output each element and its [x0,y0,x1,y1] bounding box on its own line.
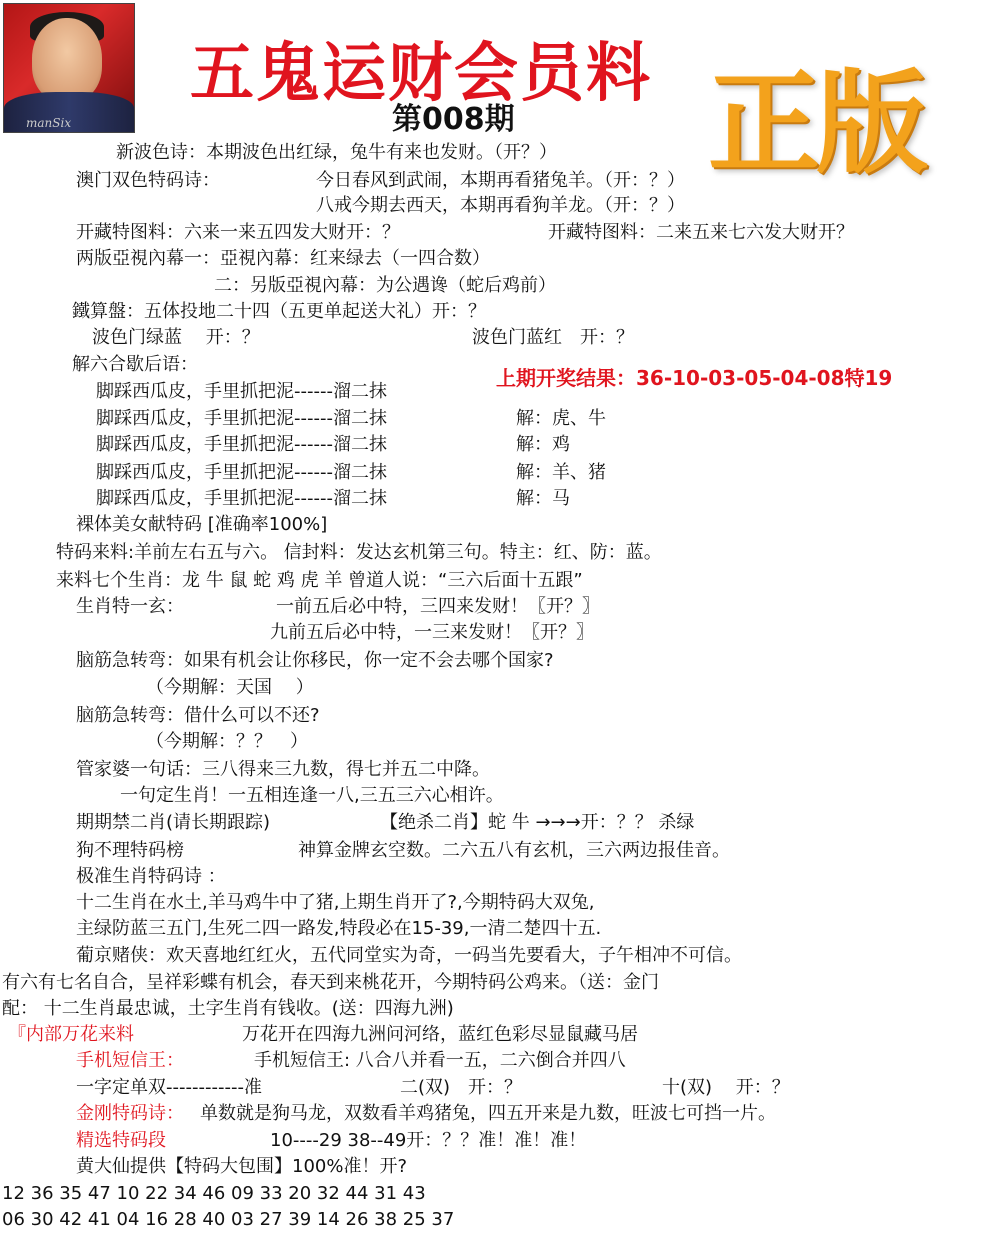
riddle-line: 脚踩西瓜皮，手里抓把泥------溜二抹 [96,462,387,483]
wave-gate-green-blue: 波色门绿蓝 开：？ [92,327,260,348]
housekeeper-line: 管家婆一句话：三八得来三九数，得七并五二中降。 [76,759,490,780]
zodiac-mystery-line1: 一前五后必中特，三四来发财！〖开？〗 [276,596,600,617]
riddle-answer: 解：虎、牛 [516,408,606,429]
riddle-line: 脚踩西瓜皮，手里抓把泥------溜二抹 [96,408,387,429]
brain-teaser-2-answer: （今期解：？？ ） [146,731,308,752]
authentic-stamp: 正版 [708,58,924,189]
atv-insider-2: 二：另版亞視內幕：为公遇谗（蛇后鸡前） [214,275,556,296]
number-list-2: 06 30 42 41 04 16 28 40 03 27 39 14 26 38 25 37 [2,1209,455,1230]
riddle-answer: 解：鸡 [516,434,570,455]
butterfly-line: 有六有七名自合，呈祥彩蝶有机会，春天到来桃花开，今期特码公鸡来。（送：金门 [2,972,659,993]
brain-teaser-2: 脑筋急转弯：借什么可以不还? [76,705,320,726]
riddle-line: 脚踩西瓜皮，手里抓把泥------溜二抹 [96,488,387,509]
sms-king-label: 手机短信王： [76,1050,184,1071]
wanhua-value: 万花开在四海九洲问河络，蓝红色彩尽显鼠藏马居 [242,1024,638,1045]
riddle-line: 脚踩西瓜皮，手里抓把泥------溜二抹 [96,434,387,455]
abacus-line: 鐵算盤：五体投地二十四（五更单起送大礼）开：？ [72,301,486,322]
zodiac-poem-line2: 主绿防蓝三五门,生死二四一路发,特段必在15-39,一清二楚四十五. [76,918,602,939]
photo-signature: manSix [26,116,72,130]
ban-two-value: 【绝杀二肖】蛇 牛 →→→开：？？ 杀绿 [380,812,695,833]
last-draw-result: 上期开奖结果：36-10-03-05-04-08特19 [496,366,893,390]
riddle-line: 脚踩西瓜皮，手里抓把泥------溜二抹 [96,381,387,402]
wave-color-poem: 新波色诗：本期波色出红绿，兔牛有来也发财。（开？） [116,142,557,163]
portrait-photo [3,3,135,133]
odd-even-pick-2: 十(双) 开：？ [662,1077,790,1098]
seven-zodiac-line: 来料七个生肖：龙 牛 鼠 蛇 鸡 虎 羊 曾道人说：“三六后面十五跟” [56,570,583,591]
sms-king-value: 手机短信王: 八合八并看一五，二六倒合并四八 [254,1050,626,1071]
atv-insider-1: 两版亞視內幕一：亞視內幕：红来绿去（一四合数） [76,248,490,269]
diamond-poem-label: 金刚特码诗： [76,1103,184,1124]
wanhua-label: 『内部万花来料 [8,1024,134,1045]
one-zodiac-line: 一句定生肖！一五相连逢一八,三五三六心相许。 [120,785,504,806]
zodiac-poem-line1: 十二生肖在水土,羊马鸡牛中了猪,上期生肖开了?,今期特码大双兔, [76,892,595,913]
zodiac-mystery-label: 生肖特一玄： [76,596,184,617]
macau-poem-label: 澳门双色特码诗： [76,170,220,191]
riddle-answer: 解：马 [516,488,570,509]
number-list-1: 12 36 35 47 10 22 34 46 09 33 20 32 44 31 43 [2,1183,426,1204]
loyal-zodiac-line: 配： 十二生肖最忠诚，土字生肖有钱收。(送：四海九洲) [2,998,454,1019]
zodiac-mystery-line2: 九前五后必中特，一三来发财！〖开？〗 [270,622,594,643]
dog-chart-value: 神算金牌玄空数。二六五八有玄机，三六两边报佳音。 [298,840,730,861]
macau-poem-line1: 今日春风到武闹，本期再看猪兔羊。（开：？） [316,170,685,191]
tibet-chart-right: 开藏特图料：二来五来七六发大财开？ [548,222,854,243]
casino-line: 葡京赌侠：欢天喜地红红火，五代同堂实为奇，一码当先要看大，子午相冲不可信。 [76,945,742,966]
tibet-chart-left: 开藏特图料：六来一来五四发大财开：？ [76,222,400,243]
zodiac-poem-heading: 极准生肖特码诗 ： [76,866,226,887]
macau-poem-line2: 八戒今期去西天，本期再看狗羊龙。（开：？） [316,195,685,216]
portrait-face [32,18,102,102]
odd-even-pick-1: 二(双) 开：？ [400,1077,523,1098]
brain-teaser-1: 脑筋急转弯：如果有机会让你移民，你一定不会去哪个国家? [76,650,554,671]
dog-chart-label: 狗不理特码榜 [76,840,184,861]
riddle-answer: 解：羊、猪 [516,462,606,483]
diamond-poem-value: 单数就是狗马龙，双数看羊鸡猪兔，四五开来是九数，旺波七可挡一片。 [200,1103,776,1124]
selected-range-value: 10----29 38--49开：？？准！准！准！ [270,1130,587,1151]
wave-gate-blue-red: 波色门蓝红 开：？ [472,327,634,348]
page-title: 五鬼运财会员料 [190,36,652,111]
selected-range-label: 精选特码段 [76,1130,166,1151]
ban-two-label: 期期禁二肖(请长期跟踪) [76,812,271,833]
issue-number: 第008期 [392,102,515,137]
odd-even-label: 一字定单双------------准 [76,1077,262,1098]
riddle-heading: 解六合歇后语： [72,354,198,375]
wong-tai-sin-line: 黄大仙提供【特码大包围】100%准！开? [76,1156,408,1177]
brain-teaser-1-answer: （今期解：天国 ） [146,677,314,698]
special-code-source: 特码来料:羊前左右五与六。 信封料：发达玄机第三句。特主：红、防：蓝。 [56,542,662,563]
accuracy-line: 裸体美女献特码 [准确率100%] [76,514,328,535]
